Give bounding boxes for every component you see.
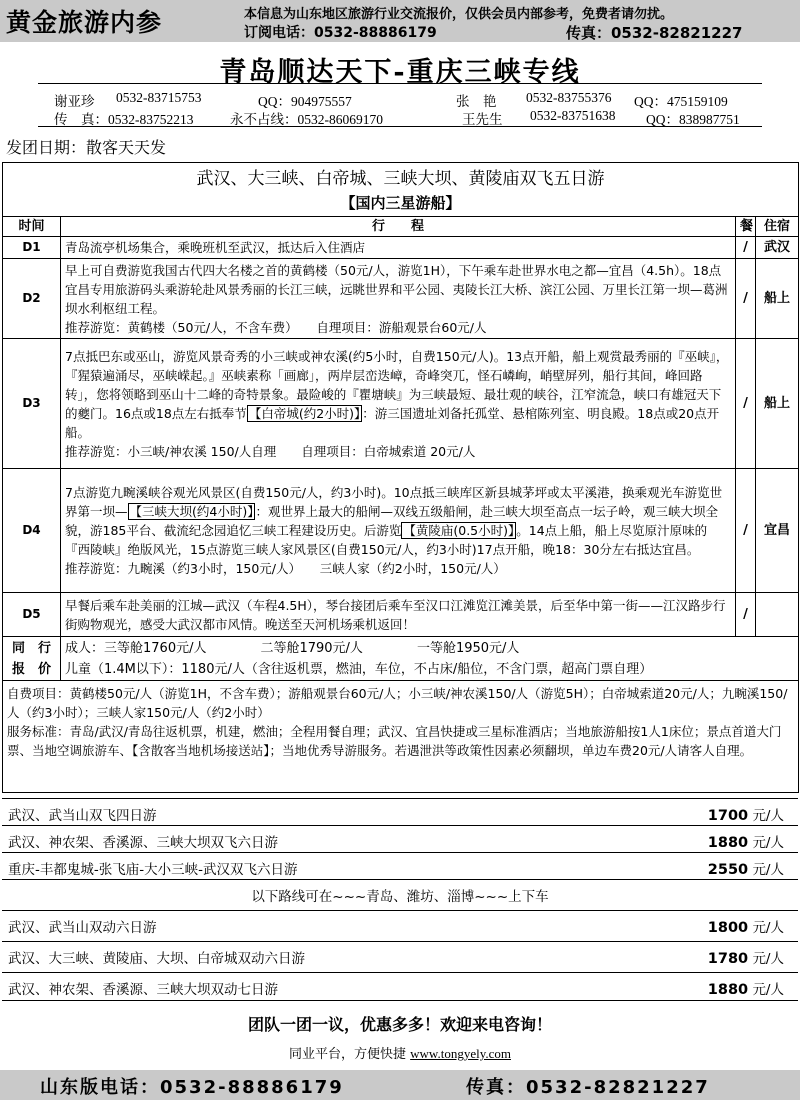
- price-unit: 元/人: [752, 982, 784, 998]
- stay-cell: 武汉: [756, 237, 799, 259]
- route-row: [2, 972, 798, 1001]
- adult-price: 一等舱1950元/人: [416, 640, 520, 656]
- stay-cell: 船上: [756, 339, 799, 469]
- header-meal: 餐: [736, 217, 756, 237]
- header-notice: 本信息为山东地区旅游行业交流报价，仅供会员内部参考，免费者请勿扰。: [244, 7, 674, 22]
- contact-qq: QQ：838987751: [646, 112, 740, 127]
- table-row: [3, 593, 799, 637]
- table-row: [3, 339, 799, 469]
- day-cell: [61, 259, 736, 339]
- day-text: 早上可自费游览我国古代四大名楼之首的黄鹤楼（50元/人，游览1H），下午乘车赴世界水电之都—宜昌（4.5h）。18点宜昌专用旅游码头乘游轮赴风景秀丽的长江三峡，远眺世界和平公园、夷陵长江大桥、滨江公园、万里长江第一坝—葛洲坝水利枢纽工程。: [65, 262, 728, 316]
- day-text-part: 7点抵巴东或巫山，游览风景奇秀的小三峡或神农溪(约5小时，自费150元/人)。13点开船，船上观赏最秀丽的『巫峡』，『猩猿遍涌尽，巫峡嵘起。』巫峡素称「画廊」，两岸层峦迭嶂，奇峰突兀，怪石嶙峋，峭壁屏列，船行其间，峰回路转」，您将领略到巫山十二峰的奇特景象。最险峻的『瞿塘峡』为三峡最短、最壮观的峡谷，江窄流急，峡口有雄冠天下的夔门。16点或18点左右抵奉节: [65, 348, 729, 421]
- price-value: 1880: [707, 982, 749, 998]
- highlight-attraction: 【黄陵庙(0.5小时)】: [403, 523, 515, 538]
- contact-name: 谢亚珍: [54, 94, 95, 109]
- route-row: [2, 852, 798, 879]
- departure-date: 发团日期：散客天天发: [6, 138, 167, 157]
- route-price: [708, 978, 784, 998]
- route-name: 重庆-丰都鬼城-张飞庙-大小三峡-武汉双飞六日游: [8, 862, 298, 878]
- price-label-line: 同 行: [11, 640, 51, 656]
- contact-qq: QQ：904975557: [258, 94, 352, 109]
- adult-price: 成人：三等舱1760元/人: [65, 640, 207, 656]
- day-text-part: 7点游览九畹溪峡谷观光风景区(自费150元/人，约3小时)。10点抵三峡库区新县城茅坪或太平溪港，换乘观光车游览世界第一坝—: [65, 485, 723, 519]
- child-price: 儿童（1.4M以下）：1180元/人（含往返机票，燃油，车位，不占床/船位，不含门票，超高门票自理）: [65, 661, 653, 677]
- footer-phone: 山东版电话：0532-88886179: [40, 1077, 344, 1098]
- route-price: [708, 831, 784, 851]
- meal-cell: /: [736, 339, 756, 469]
- day-cell: [61, 469, 736, 593]
- price-value: 1700: [707, 808, 749, 824]
- day-recommend: 推荐游览：小三峡/神农溪 150/人自理 自理项目：白帝城索道 20元/人: [65, 443, 476, 459]
- notes-row: [3, 681, 799, 793]
- slogan: 团队一团一议，优惠多多！欢迎来电咨询！: [247, 1015, 552, 1034]
- route-price: [708, 804, 784, 824]
- brand-title: 黄金旅游内参: [6, 8, 163, 37]
- highlight-attraction: 【三峡大坝(约4小时)】: [129, 504, 254, 519]
- route-name: 武汉、大三峡、黄陵庙、大坝、白帝城双动六日游: [8, 951, 305, 967]
- contact-name: 张 艳: [456, 94, 497, 109]
- day-recommend: 推荐游览：黄鹤楼（50元/人，不含车费） 自理项目：游船观景台60元/人: [65, 319, 487, 335]
- price-label-line: 报 价: [11, 661, 51, 677]
- stay-cell: 宜昌: [756, 469, 799, 593]
- platform-label: 同业平台，方便快捷: [288, 1047, 406, 1062]
- meal-cell: /: [736, 469, 756, 593]
- price-unit: 元/人: [752, 951, 784, 967]
- route-row: [2, 941, 798, 968]
- contact-hotline: 永不占线：0532-86069170: [230, 112, 383, 127]
- footer-fax: 传真：0532-82821227: [466, 1077, 710, 1098]
- self-pay-items: 自费项目：黄鹤楼50元/人（游览1H，不含车费）；游船观景台60元/人；小三峡/神农溪150/人（游览5H）；白帝城索道20元/人；九畹溪150/人（约3小时）；三峡人家150元/人（约2小时）: [7, 686, 788, 720]
- day-label: D4: [3, 469, 61, 593]
- page-title: 青岛顺达天下-重庆三峡专线: [219, 57, 581, 88]
- meal-cell: /: [736, 259, 756, 339]
- route-row: [2, 798, 798, 825]
- platform-link[interactable]: www.tongyely.com: [410, 1046, 511, 1061]
- meal-cell: /: [736, 237, 756, 259]
- day-cell: [61, 339, 736, 469]
- contact-name: 王先生: [462, 112, 503, 127]
- contact-phone: 0532-83755376: [526, 90, 612, 105]
- header-stay: 住宿: [756, 217, 799, 237]
- subscribe-phone: 订阅电话：0532-88886179: [244, 25, 437, 41]
- price-value: 1780: [707, 951, 749, 967]
- day-text: 早餐后乘车赴美丽的江城—武汉（车程4.5H），琴台接团后乘车至汉口江滩览江滩美景，后至华中第一街——江汉路步行街购物观光，感受大武汉都市风情。晚送至天河机场乘机返回！: [61, 593, 736, 637]
- itinerary-title-row: [3, 163, 799, 217]
- header-itinerary: 行 程: [61, 217, 736, 237]
- notes-cell: [3, 681, 799, 793]
- day-label: D5: [3, 593, 61, 637]
- meal-cell: /: [736, 593, 756, 637]
- itinerary-subtitle: 【国内三星游船】: [340, 194, 461, 212]
- contact-phone: 0532-83715753: [116, 90, 202, 105]
- contact-fax: 传 真：0532-83752213: [54, 112, 194, 127]
- route-row: [2, 825, 798, 852]
- price-value: 2550: [707, 862, 749, 878]
- day-label: D1: [3, 237, 61, 259]
- divider: [38, 126, 762, 127]
- contact-phone: 0532-83751638: [530, 108, 616, 123]
- route-price: [708, 858, 784, 878]
- header-time: 时间: [3, 217, 61, 237]
- stay-cell: 船上: [756, 259, 799, 339]
- day-text-part: ：观世界上最大的船闸—双线五级船闸，赴三峡大坝至高点一坛子岭，观三峡大坝全貌，游185平台、截流纪念园追忆三峡工程建设历史。后游览: [65, 504, 718, 538]
- platform-line: [0, 1043, 800, 1062]
- table-row: [3, 469, 799, 593]
- contact-qq: QQ：475159109: [634, 94, 728, 109]
- route-price: [708, 916, 784, 936]
- day-recommend: 推荐游览：九畹溪（约3小时，150元/人） 三峡人家（约2小时，150元/人）: [65, 561, 506, 576]
- day-label: D2: [3, 259, 61, 339]
- boarding-note: 以下路线可在~~~青岛、潍坊、淄博~~~上下车: [251, 889, 549, 905]
- day-text: [65, 483, 731, 559]
- adult-price: 二等舱1790元/人: [260, 640, 363, 656]
- day-text-part: ：游三国遗址刘备托孤堂、悬棺陈列室、明良殿。18点或20点开船。: [65, 405, 720, 440]
- price-label: [3, 637, 61, 681]
- table-row: [3, 259, 799, 339]
- header-fax: 传真：0532-82821227: [566, 24, 743, 42]
- itinerary-table: [2, 162, 799, 793]
- adult-prices: [65, 638, 794, 659]
- divider: [38, 83, 762, 84]
- route-name: 武汉、神农架、香溪源、三峡大坝双飞六日游: [8, 835, 278, 851]
- price-row: [3, 637, 799, 681]
- itinerary-title: 武汉、大三峡、白帝城、三峡大坝、黄陵庙双飞五日游: [196, 169, 605, 189]
- price-unit: 元/人: [752, 920, 784, 936]
- route-row: [2, 910, 798, 937]
- route-price: [708, 947, 784, 967]
- day-label: D3: [3, 339, 61, 469]
- boarding-note-row: [2, 879, 798, 906]
- day-text-part: 。14点上船，船上尽览原汁原味的『西陵峡』绝版风光，15点游览三峡人家风景区(自费150元/人，约3小时)17点开船，晚18：30分左右抵达宜昌。: [65, 523, 708, 557]
- price-unit: 元/人: [752, 835, 784, 851]
- route-name: 武汉、武当山双飞四日游: [8, 808, 157, 824]
- route-name: 武汉、武当山双动六日游: [8, 920, 157, 936]
- table-row: [3, 237, 799, 259]
- price-unit: 元/人: [752, 862, 784, 878]
- service-standard: 服务标准：青岛/武汉/青岛往返机票，机建，燃油；全程用餐自理；武汉、宜昌快捷或三星标准酒店；当地旅游船按1人1床位；景点首道大门票、当地空调旅游车、【含散客当地机场接送站】；当地优秀导游服务。若遇泄洪等政策性因素必须翻坝，单边车费20元/人请客人自理。: [7, 724, 782, 758]
- price-unit: 元/人: [752, 808, 784, 824]
- price-value: 1800: [707, 920, 749, 936]
- route-name: 武汉、神农架、香溪源、三峡大坝双动七日游: [8, 982, 278, 998]
- table-header-row: [3, 217, 799, 237]
- price-value: 1880: [707, 835, 749, 851]
- highlight-attraction: 【白帝城(约2小时)】: [248, 405, 361, 421]
- day-text: 青岛流亭机场集合，乘晚班机至武汉，抵达后入住酒店: [61, 237, 736, 259]
- stay-cell: [756, 593, 799, 637]
- price-cell: [61, 637, 799, 681]
- day-text: [65, 347, 731, 442]
